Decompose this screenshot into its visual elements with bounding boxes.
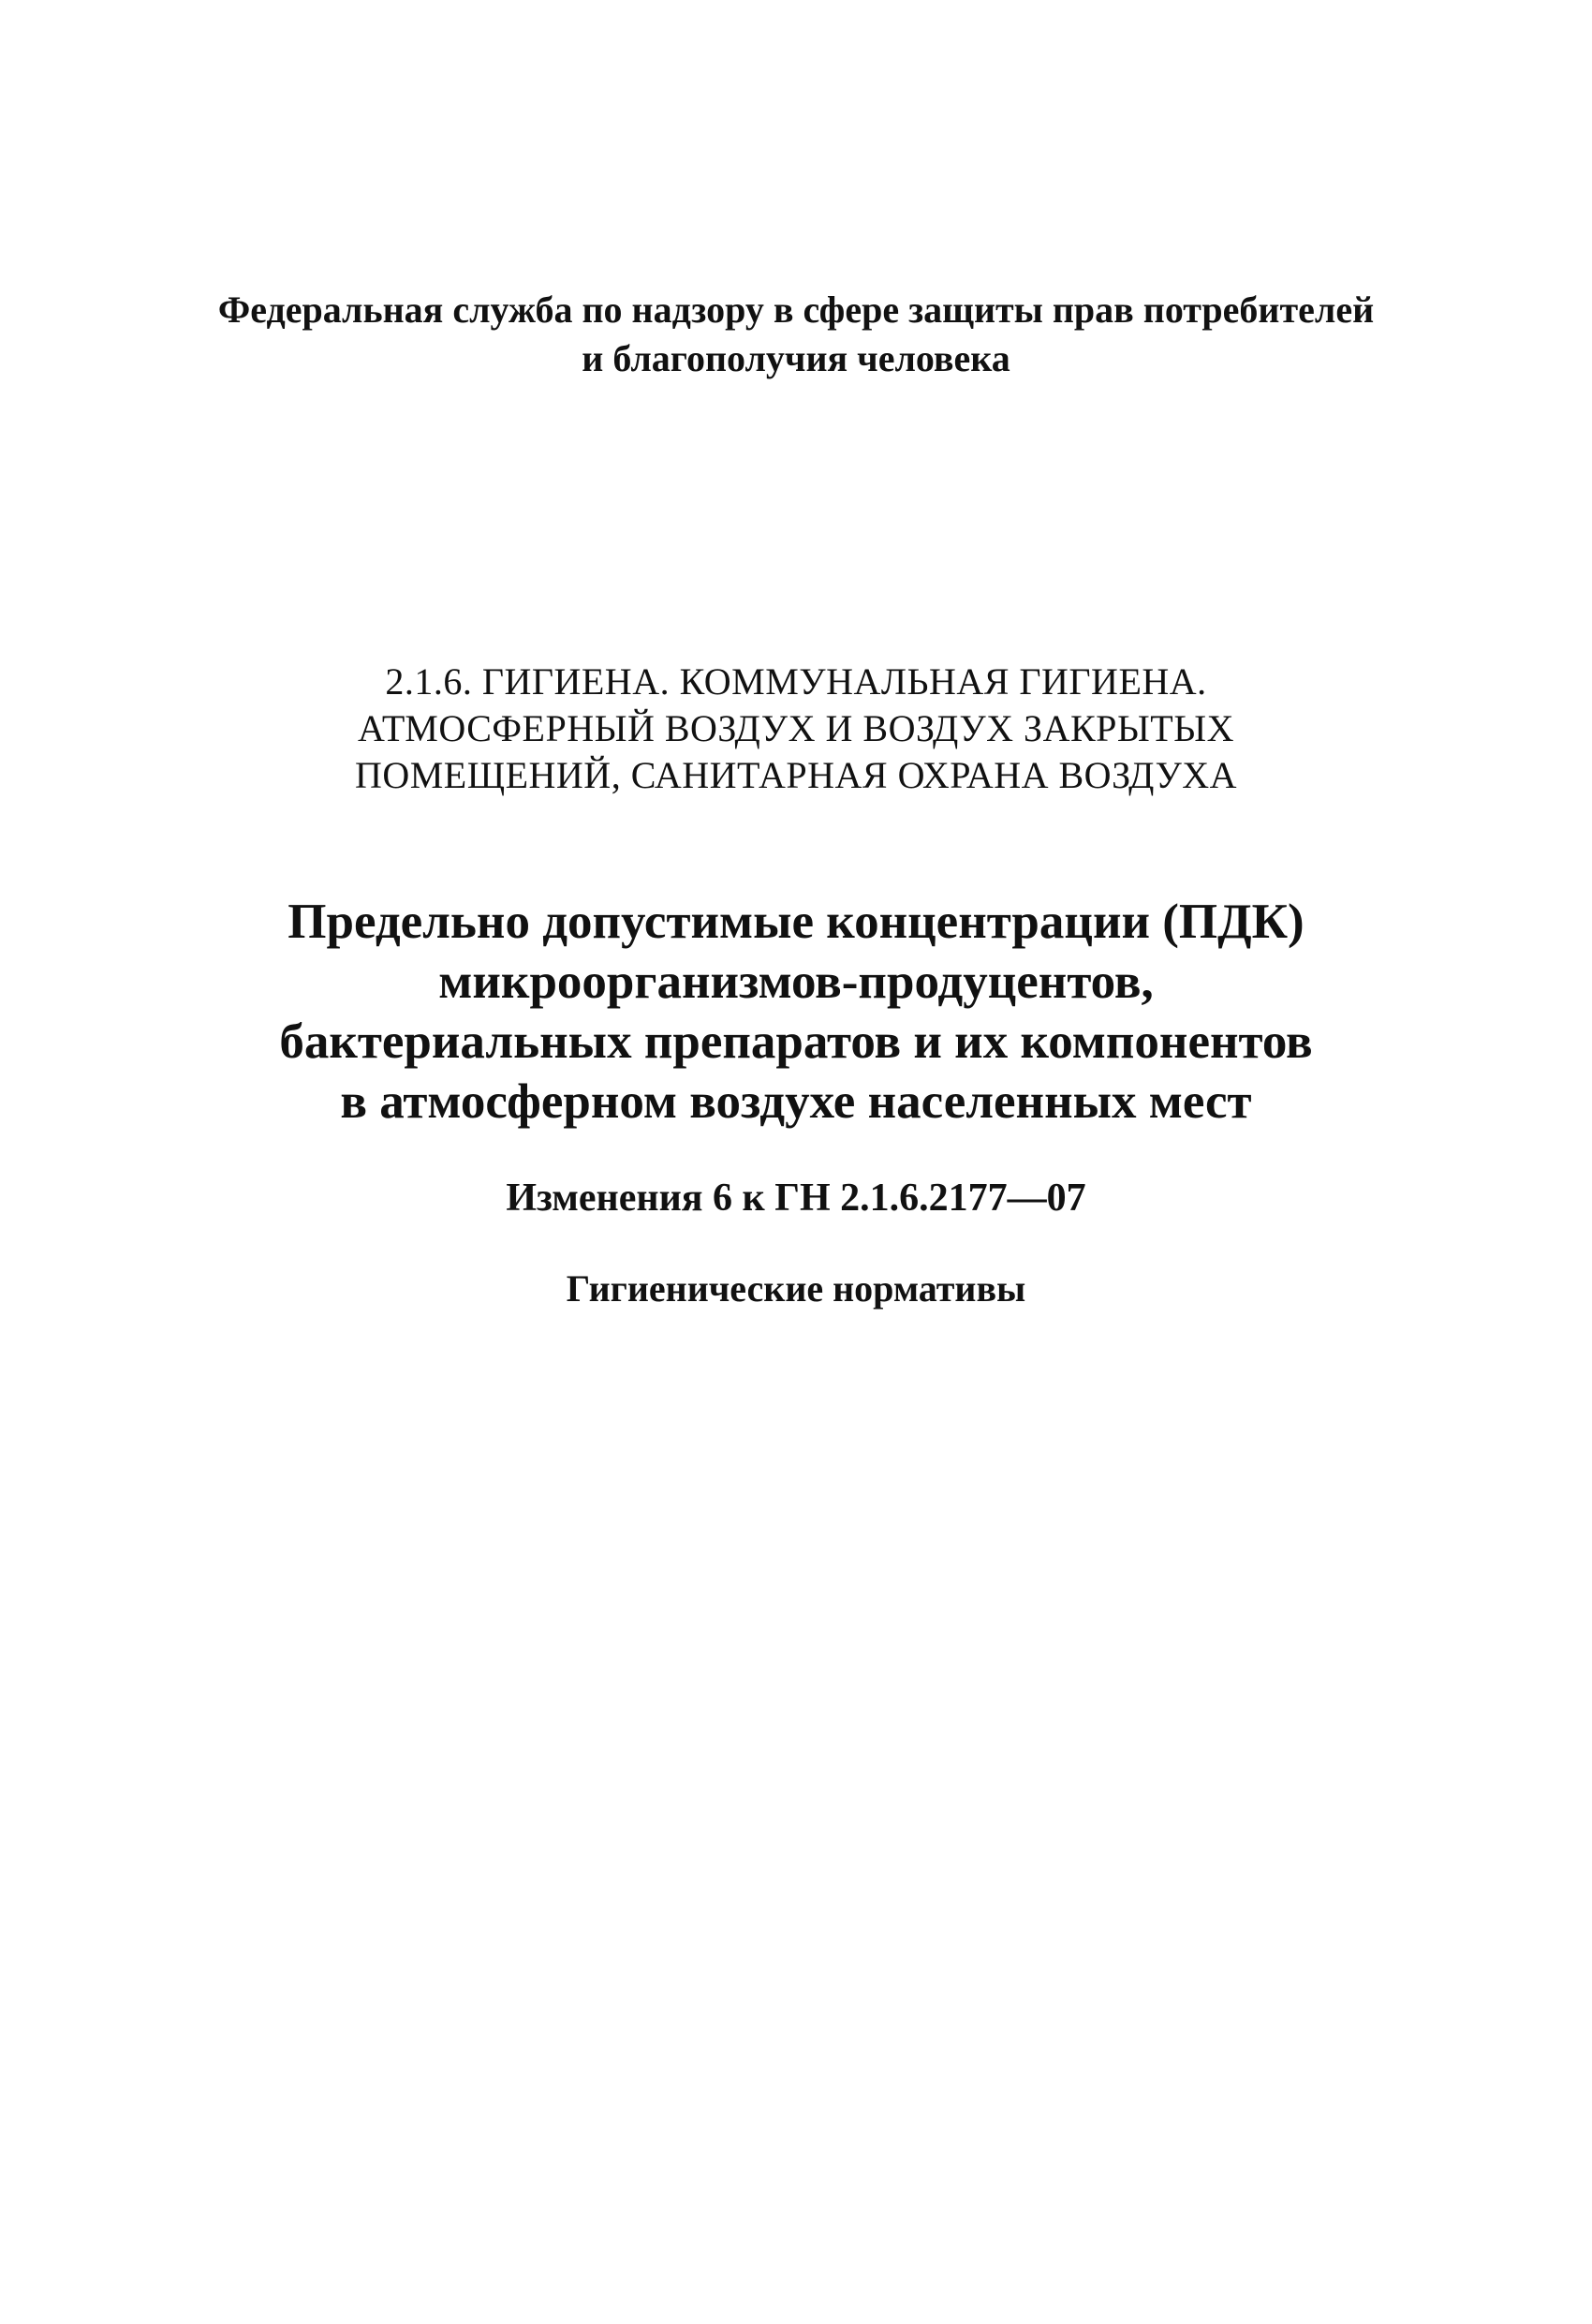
- agency-name: [0, 286, 1592, 383]
- section-line-3: ПОМЕЩЕНИЙ, САНИТАРНАЯ ОХРАНА ВОЗДУХА: [354, 754, 1238, 796]
- title-line-3: бактериальных препаратов и их компонентов: [279, 1014, 1313, 1069]
- document-title: [0, 892, 1592, 1132]
- title-line-1: Предельно допустимые концентрации (ПДК): [287, 895, 1305, 949]
- section-line-2: АТМОСФЕРНЫЙ ВОЗДУХ И ВОЗДУХ ЗАКРЫТЫХ: [358, 707, 1234, 749]
- document-type: Гигиенические нормативы: [566, 1267, 1026, 1310]
- section-heading: [0, 659, 1592, 799]
- title-line-2: микроорганизмов-продуцентов,: [438, 955, 1154, 1009]
- amendment-number: Изменения 6 к ГН 2.1.6.2177—07: [506, 1177, 1086, 1220]
- agency-line-1: Федеральная служба по надзору в сфере защиты прав потребителей: [217, 289, 1375, 331]
- section-line-1: 2.1.6. ГИГИЕНА. КОММУНАЛЬНАЯ ГИГИЕНА.: [385, 660, 1207, 703]
- agency-line-2: и благополучия человека: [582, 337, 1010, 379]
- title-line-4: в атмосферном воздухе населенных мест: [340, 1074, 1252, 1129]
